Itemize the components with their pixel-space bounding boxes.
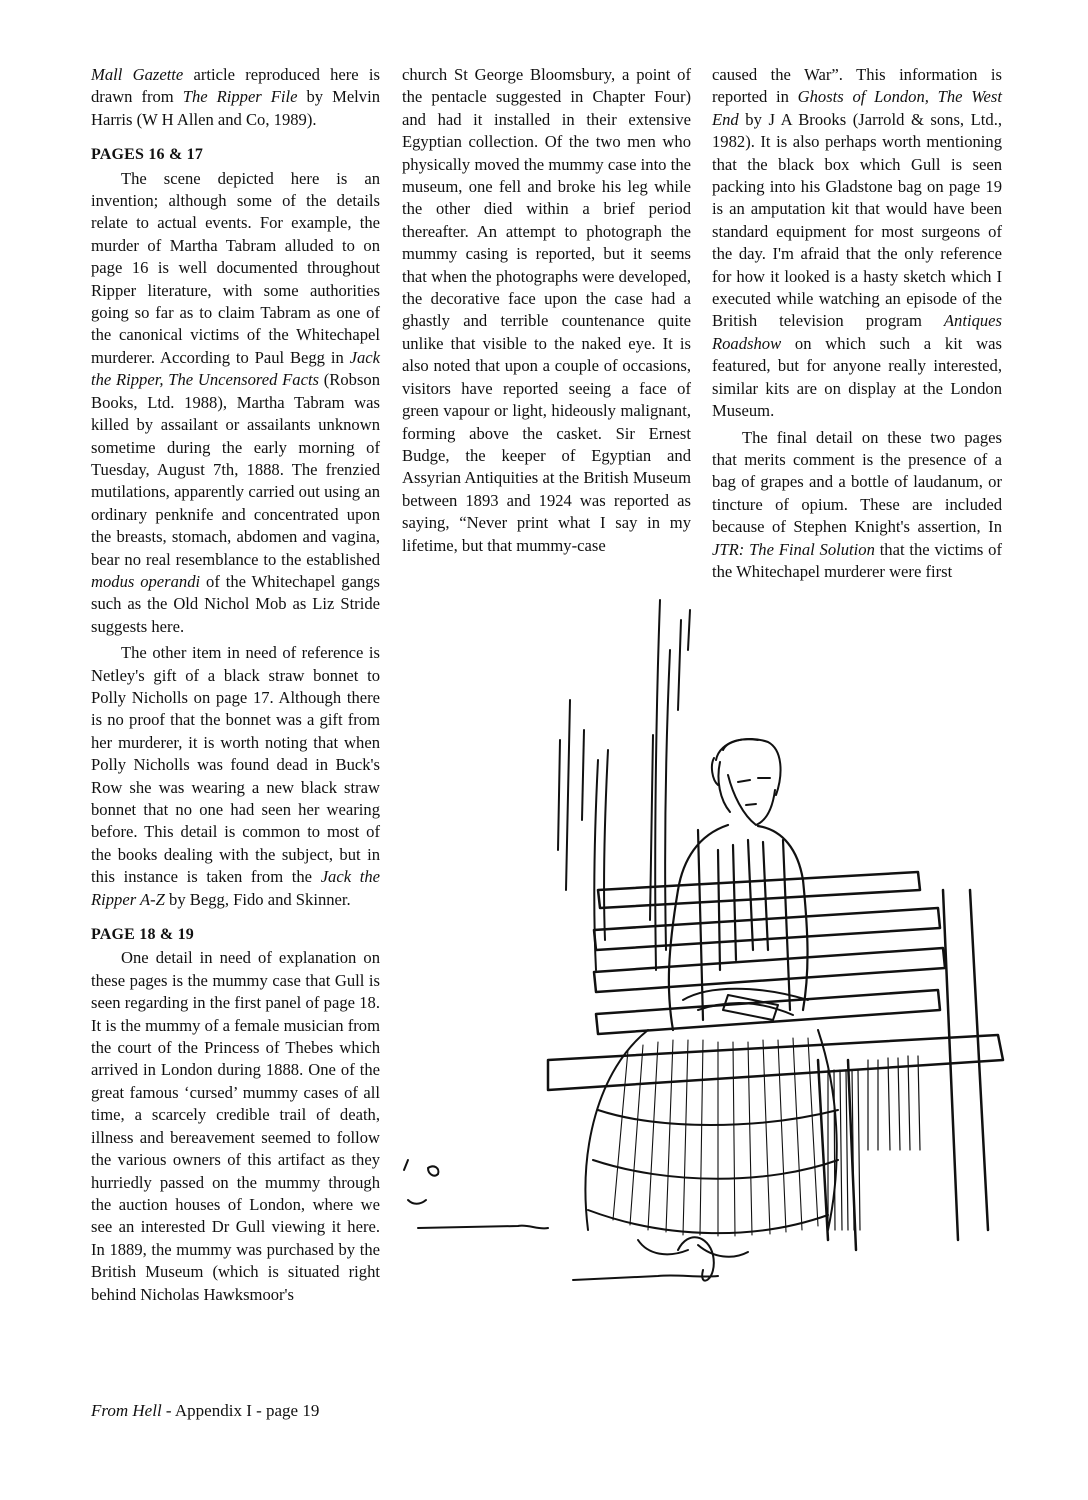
latin-term: modus operandi [91, 571, 201, 591]
book-title: Jack the Ripper, The Uncensored Facts [91, 347, 380, 390]
tv-show-title: Antiques Roadshow [712, 311, 1002, 353]
paragraph: The final detail on these two pages that merits comment is the presence of a bag of grapes and a bottle of laudanum, or tincture of opium. These are included because of Stephen Knight's assertion, In JTR: The Final Solution that the victims of the Whitechapel murderer were first [712, 427, 1002, 581]
text-column-1 [91, 64, 380, 1306]
text-column-3 [712, 64, 1002, 583]
book-title: Jack the Ripper A-Z [91, 867, 380, 909]
book-title: The Ripper File [182, 87, 298, 107]
section-heading: PAGE 18 & 19 [91, 926, 194, 944]
woman-on-bench-sketch [398, 590, 1018, 1302]
text-column-2 [402, 64, 691, 557]
section-heading: PAGES 16 & 17 [91, 146, 204, 164]
paragraph: One detail in need of explanation on these pages is the mummy case that Gull is seen regarding in the first panel of page 18. It is the mummy of a female musician from the court of the Princess of Thebes which arrived in London during 1888. One of the great famous ‘cursed’ mummy cases of all time, a scarcely credible trail of death, illness and bereavement seemed to follow the various owners of this artifact as they hurriedly passed on the mummy through the auction houses of London, where we see an interested Dr Gull viewing it here. In 1889, the mummy was purchased by the British Museum (which is situated right behind Nicholas Hawksmoor's [91, 948, 380, 1304]
book-title: From Hell [91, 1401, 162, 1420]
book-title: Ghosts of London, The West End [712, 87, 1002, 129]
intro-paragraph: Mall Gazette article reproduced here is drawn from The Ripper File by Melvin Harris (W H Allen and Co, 1989). [91, 65, 380, 129]
publication-title: Mall Gazette [91, 65, 184, 84]
paragraph: caused the War”. This information is reported in Ghosts of London, The West End by J A Brooks (Jarrold & sons, Ltd., 1982). It is also perhaps worth mentioning that the black box which Gull is seen packing into his Gladstone bag on page 19 is an amputation kit that would have been standard equipment for most surgeons of the day. I'm afraid that the only reference for how it looked is a hasty sketch which I executed while watching an episode of the British television program Antiques Roadshow on which such a kit was featured, but for anyone really interested, similar kits are on display at the London Museum. [712, 65, 1002, 421]
paragraph: The scene depicted here is an invention; although some of the details relate to actual events. For example, the murder of Martha Tabram alluded to on page 16 is well documented throughout Ripper literature, with some authorities going so far as to claim Tabram as one of the canonical victims of the Whitechapel murderer. According to Paul Begg in Jack the Ripper, The Uncensored Facts (Robson Books, Ltd. 1988), Martha Tabram was killed by assailant or assailants unknown sometime during the early morning of Tuesday, August 7th, 1888. The frenzied mutilations, apparently carried out using an ordinary penknife and concentrated upon the breasts, stomach, abdomen and vagina, bear no real resemblance to the established modus operandi of the Whitechapel gangs such as the Old Nichol Mob as Liz Stride suggests here. [91, 168, 380, 636]
page-footer: From Hell - Appendix I - page 19 [91, 1401, 320, 1420]
book-title: JTR: The Final Solution [712, 539, 875, 559]
paragraph: church St George Bloomsbury, a point of the pentacle suggested in Chapter Four) and had it installed in their extensive Egyptian collection. Of the two men who physically moved the mummy case into the museum, one fell and broke his leg while the other died within a brief period thereafter. An attempt to photograph the mummy casing is reported, but it seems that when the photographs were developed, the decorative face upon the case had a ghastly and terrible countenance quite unlike that visible to the naked eye. It is also noted that upon a couple of occasions, visitors have reported seeing a face of green vapour or light, hideously malignant, forming above the casket. Sir Ernest Budge, the keeper of Egyptian and Assyrian Antiquities at the British Museum between 1893 and 1924 was reported as saying, “Never print what I say in my lifetime, but that mummy-case [402, 65, 691, 555]
paragraph: The other item in need of reference is Netley's gift of a black straw bonnet to Polly Nicholls on page 17. Although there is no proof that the bonnet was a gift from her murderer, it is worth noting that when Polly Nicholls was found dead in Buck's Row she was wearing a new black straw bonnet that no one had seen her wearing before. This detail is common to most of the books dealing with the subject, but in this instance is taken from the Jack the Ripper A-Z by Begg, Fido and Skinner. [91, 643, 380, 909]
